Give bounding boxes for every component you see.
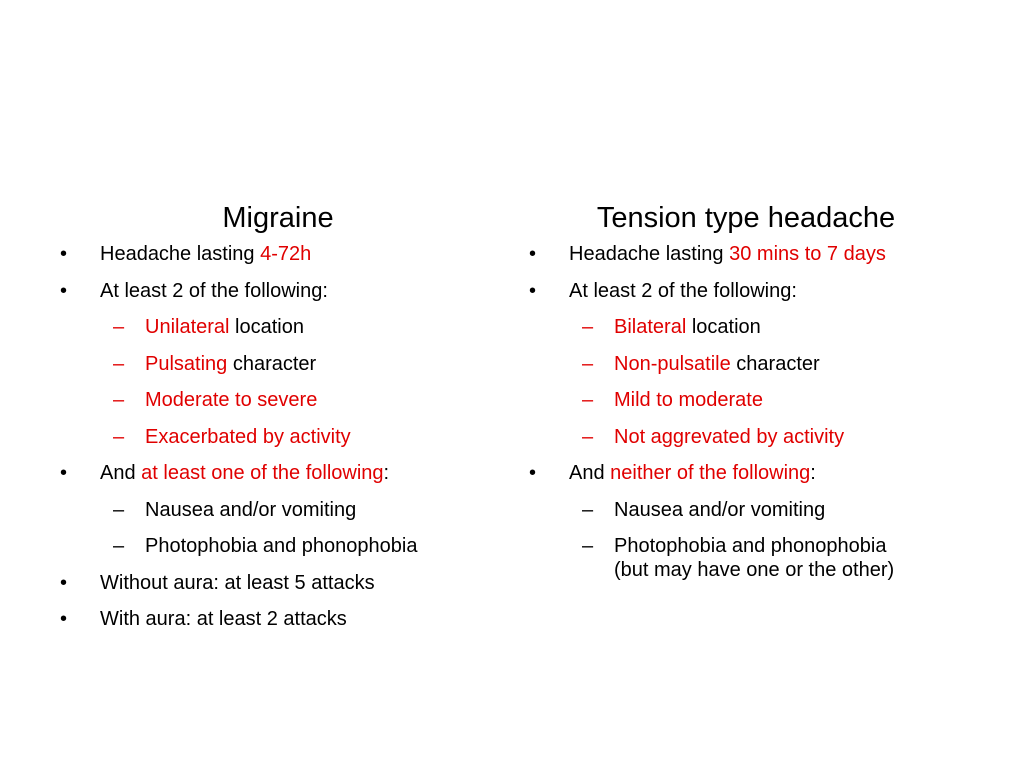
sub-bullet-item — [60, 425, 500, 449]
highlighted-text: Non-pulsatile — [614, 352, 731, 375]
bullet-item — [529, 242, 989, 266]
dash-icon: – — [113, 498, 125, 521]
item-text: Nausea and/or vomiting — [145, 498, 357, 521]
highlighted-text: Pulsating — [145, 352, 228, 375]
item-text: Photophobia and phonophobia — [145, 535, 418, 557]
dash-icon: – — [113, 535, 125, 557]
highlighted-text: Not aggrevated by activity — [614, 425, 845, 448]
sub-bullet-item — [529, 315, 989, 339]
bullet-item — [60, 571, 500, 595]
highlighted-text: 4-72h — [260, 243, 312, 265]
bullet-dot-icon: • — [60, 608, 68, 630]
dash-icon: – — [582, 389, 594, 411]
tension-criteria-list — [529, 242, 989, 582]
tension-title: Tension type headache — [596, 202, 896, 234]
dash-icon: – — [582, 352, 594, 375]
sub-bullet-item — [60, 315, 500, 339]
item-text: Nausea and/or vomiting — [614, 498, 826, 521]
bullet-item — [529, 279, 989, 303]
item-text: At least 2 of the following: — [100, 279, 328, 302]
item-text: character — [227, 352, 317, 375]
highlighted-text: at least one of the following — [141, 462, 384, 484]
item-text: At least 2 of the following: — [569, 279, 797, 302]
sub-bullet-item — [529, 498, 989, 522]
bullet-dot-icon: • — [60, 462, 68, 484]
dash-icon: – — [113, 352, 125, 375]
item-text: location — [686, 316, 761, 338]
dash-icon: – — [113, 389, 125, 411]
dash-icon: – — [582, 535, 594, 557]
dash-icon: – — [582, 498, 594, 521]
dash-icon: – — [113, 316, 125, 338]
sub-bullet-item — [60, 498, 500, 522]
bullet-dot-icon: • — [60, 243, 68, 265]
bullet-item — [60, 242, 500, 266]
sub-bullet-item — [529, 352, 989, 376]
sub-bullet-item — [60, 352, 500, 376]
dash-icon: – — [113, 425, 125, 448]
migraine-criteria-list — [60, 242, 500, 631]
bullet-dot-icon: • — [529, 243, 537, 265]
item-text: And — [100, 462, 142, 484]
dash-icon: – — [582, 425, 594, 448]
migraine-column — [60, 198, 500, 644]
item-text: Photophobia and phonophobia — [614, 535, 887, 557]
item-text: location — [229, 316, 304, 338]
item-text: Without aura: at least 5 attacks — [100, 571, 375, 594]
highlighted-text: Bilateral — [614, 316, 687, 338]
highlighted-text: 30 mins to 7 days — [729, 243, 886, 265]
highlighted-text: Mild to moderate — [614, 389, 763, 411]
highlighted-text: Moderate to severe — [145, 389, 318, 411]
bullet-dot-icon: • — [60, 279, 68, 302]
sub-bullet-item — [529, 388, 989, 412]
highlighted-text: neither of the following — [610, 462, 811, 484]
item-text: character — [730, 352, 820, 375]
item-text: Headache lasting — [569, 243, 730, 265]
item-text: And — [569, 462, 611, 484]
bullet-item — [60, 607, 500, 631]
item-text: : — [810, 462, 816, 484]
bullet-item — [60, 279, 500, 303]
sub-bullet-item — [529, 425, 989, 449]
highlighted-text: Unilateral — [145, 316, 230, 338]
item-text: With aura: at least 2 attacks — [100, 608, 347, 630]
item-text: Headache lasting — [100, 243, 261, 265]
dash-icon: – — [582, 316, 594, 338]
item-text: (but may have one or the other) — [614, 559, 895, 581]
sub-bullet-item — [60, 534, 500, 558]
highlighted-text: Exacerbated by activity — [145, 425, 351, 448]
tension-column — [529, 198, 989, 595]
bullet-item — [60, 461, 500, 485]
sub-bullet-item — [529, 534, 989, 582]
bullet-dot-icon: • — [60, 571, 68, 594]
bullet-item — [529, 461, 989, 485]
item-text: : — [383, 462, 390, 484]
sub-bullet-item — [60, 388, 500, 412]
bullet-dot-icon: • — [529, 462, 537, 484]
migraine-title: Migraine — [222, 202, 334, 234]
bullet-dot-icon: • — [529, 279, 537, 302]
